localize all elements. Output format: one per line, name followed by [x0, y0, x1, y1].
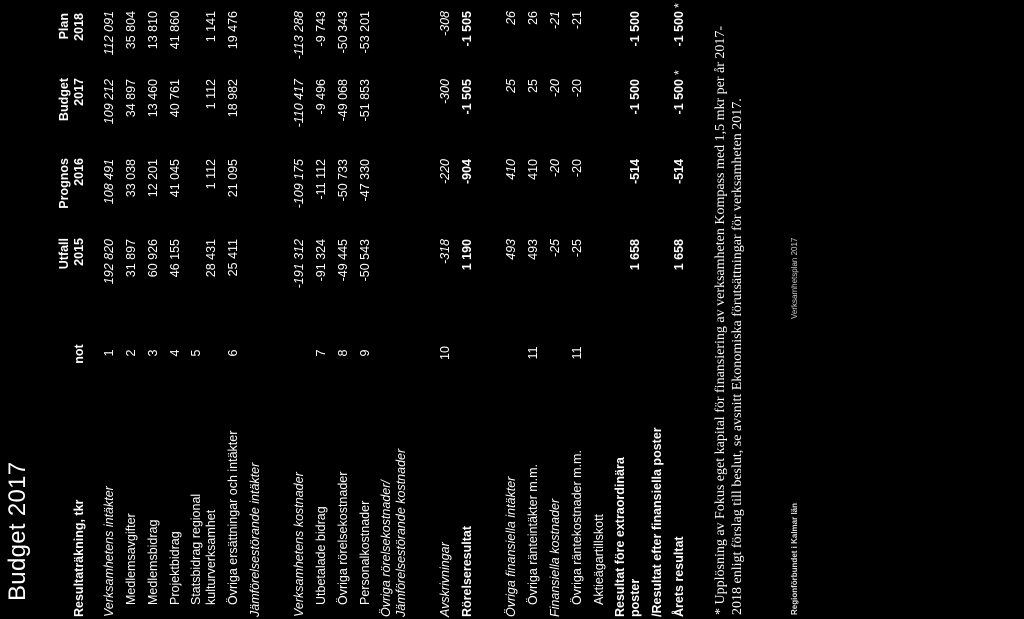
table-row — [244, 0, 266, 619]
row-note: 7 — [314, 349, 328, 357]
row-label-text: Jämförelsestörande intäkter — [248, 462, 262, 617]
row-value-col4: -308 — [438, 11, 452, 37]
row-value-col1: 1 190 — [460, 239, 474, 271]
footnote: * Upplösning av Fokus eget kapital för finansiering av verksamheten Kompass med 1,5 mkr per år 2017-2018 enligt förslag till beslut, se avsnitt Ekonomiska förutsättningar för verksamheten 2017. — [713, 25, 745, 615]
row-value-col2: 12 201 — [146, 159, 160, 198]
row-label-text: Statsbidrag regional — [189, 493, 203, 605]
row-label — [646, 427, 668, 617]
row-value-col1: -50 543 — [358, 239, 372, 282]
row-note: 5 — [189, 349, 203, 357]
row-value-col1: 493 — [526, 239, 540, 260]
table-row — [266, 0, 288, 619]
row-label-text: Medlemsavgifter — [124, 513, 138, 605]
row-label-text-line2: kulturverksamhet — [204, 509, 218, 605]
row-value-col4: 112 091 — [102, 11, 116, 56]
row-value-col2: -47 330 — [358, 159, 372, 202]
table-row — [332, 0, 354, 619]
row-note: 11 — [526, 346, 540, 360]
row-label-text: Finansiella kostnader — [548, 498, 562, 617]
row-label — [613, 457, 643, 617]
row-label-text: Avskrivningar — [438, 542, 452, 617]
row-value-col1: 192 820 — [102, 239, 116, 285]
row-value-col1: 28 431 — [204, 239, 218, 278]
row-label-text: Rörelseresultat — [460, 525, 474, 617]
row-label — [668, 536, 690, 617]
table-row — [120, 0, 142, 619]
row-value-col3: -51 853 — [358, 79, 372, 122]
row-value-col3: -300 — [438, 79, 452, 105]
row-label-text: Övriga räntekostnader m.m. — [570, 450, 584, 605]
row-label-text: Projektbidrag — [168, 531, 182, 605]
table-row — [186, 0, 222, 619]
table-row — [354, 0, 376, 619]
row-label — [310, 506, 332, 605]
row-value-col2: -220 — [438, 159, 452, 185]
table-row — [478, 0, 500, 619]
row-value-col1: 1 658 — [628, 239, 642, 271]
row-label — [379, 449, 409, 617]
row-note: 10 — [438, 346, 452, 360]
table-row — [288, 0, 310, 619]
table-row — [668, 0, 690, 619]
row-value-col3: 34 897 — [124, 79, 138, 118]
row-label-text: Utbetalade bidrag — [314, 506, 328, 605]
table-header — [54, 0, 94, 619]
row-label-text: Övriga rörelsekostnader/ — [379, 480, 393, 617]
row-value-col2: -50 733 — [336, 159, 350, 202]
row-note: 9 — [358, 349, 372, 357]
row-value-col3: -1 505 — [460, 79, 474, 115]
table-row — [544, 0, 566, 619]
row-value-col2: 41 045 — [168, 159, 182, 198]
row-value-col2: -20 — [570, 159, 584, 178]
row-value-col4: -1 500 — [672, 11, 686, 47]
row-value-col4: -21 — [570, 11, 584, 30]
table-row — [500, 0, 522, 619]
row-label-text-line2: poster — [628, 578, 642, 617]
row-label-text: Årets resultat — [672, 536, 686, 617]
row-value-col1: -191 312 — [292, 239, 306, 289]
row-value-col4: 26 — [504, 11, 518, 25]
row-value-col2: -514 — [628, 159, 642, 185]
row-value-col4: 13 810 — [146, 11, 160, 50]
row-label — [588, 514, 610, 605]
row-note: 1 — [102, 349, 116, 357]
row-value-col2: 108 491 — [102, 159, 116, 205]
row-value-col4: -50 343 — [336, 11, 350, 54]
table-row — [522, 0, 544, 619]
row-label — [120, 513, 142, 605]
row-note: 4 — [168, 349, 182, 357]
row-value-col3: 13 460 — [146, 79, 160, 118]
row-value-col1: 493 — [504, 239, 518, 260]
row-label-text: Resultat före extraordinära — [613, 457, 627, 617]
row-value-col4: 35 804 — [124, 11, 138, 50]
row-label — [566, 450, 588, 605]
row-label — [222, 431, 244, 605]
row-value-col2: -109 175 — [292, 159, 306, 209]
table-row — [434, 0, 456, 619]
row-value-col2: 21 095 — [226, 159, 240, 198]
row-label — [98, 486, 120, 617]
row-label — [288, 472, 310, 617]
row-value-col4: -113 288 — [292, 11, 306, 60]
row-value-col3: -20 — [570, 79, 584, 98]
row-value-col2: 410 — [526, 159, 540, 180]
row-value-col1: -25 — [548, 239, 562, 258]
row-note: 11 — [570, 346, 584, 360]
row-value-col1: -318 — [438, 239, 452, 265]
row-value-col2: -11 112 — [314, 159, 328, 200]
row-label-text: Övriga ersättningar och intäkter — [226, 430, 240, 605]
footer-organization: Regionförbundet i Kalmar län — [790, 502, 799, 615]
row-label — [354, 501, 376, 605]
footer-document: Verksamhetsplan 2017 — [790, 237, 799, 319]
header-label: Resultaträkning, tkr — [72, 499, 86, 617]
row-value-col4: 41 860 — [168, 11, 182, 50]
table-row — [646, 0, 668, 619]
row-value-col1: 1 658 — [672, 239, 686, 271]
row-value-col2: -20 — [548, 159, 562, 178]
row-label-text: Verksamhetens intäkter — [102, 486, 116, 617]
row-value-col3: 18 982 — [226, 79, 240, 118]
row-label — [142, 520, 164, 605]
row-value-col3: 1 112 — [204, 79, 218, 110]
row-note: 2 — [124, 349, 138, 357]
row-value-col3: -110 417 — [292, 79, 306, 128]
row-value-col1: 46 155 — [168, 239, 182, 278]
row-value-col4: -1 500 — [628, 11, 642, 47]
row-value-col3: 40 761 — [168, 79, 182, 118]
row-label — [522, 464, 544, 605]
row-value-col4: -1 505 — [460, 11, 474, 47]
row-value-col3: -20 — [548, 79, 562, 98]
table-row — [310, 0, 332, 619]
table-row — [412, 0, 434, 619]
row-label — [332, 472, 354, 605]
row-label-text: Övriga ränteintäkter m.m. — [526, 463, 540, 605]
table-row — [98, 0, 120, 619]
row-value-col3: 25 — [504, 79, 518, 93]
table-row — [610, 0, 646, 619]
row-value-col1: 25 411 — [226, 239, 240, 277]
row-label — [189, 494, 219, 605]
header-plan: Plan 2018 — [57, 13, 86, 41]
row-note: 8 — [336, 349, 350, 357]
row-value-col2: 33 038 — [124, 159, 138, 198]
row-value-col4: 26 — [526, 11, 540, 25]
row-value-col4: -9 743 — [314, 11, 328, 47]
row-value-col3: -1 500 — [672, 79, 686, 115]
header-budget: Budget 2017 — [57, 78, 86, 122]
table-row — [566, 0, 588, 619]
row-value-col4: 19 476 — [226, 11, 240, 50]
footnote-marker: * — [672, 70, 686, 75]
row-label-text-line2: Jämförelsestörande kostnader — [394, 448, 408, 617]
row-label — [544, 499, 566, 617]
row-label — [244, 463, 266, 617]
row-label-text: Övriga rörelsekostnader — [336, 471, 350, 605]
row-value-col4: -21 — [548, 11, 562, 30]
row-note: 6 — [226, 349, 240, 357]
row-label-text: Övriga finansiella intäkter — [504, 476, 518, 617]
row-value-col1: -25 — [570, 239, 584, 258]
table-row — [376, 0, 412, 619]
header-utfall: Utfall 2015 — [57, 238, 86, 270]
row-value-col2: 1 112 — [204, 159, 218, 190]
table-row — [142, 0, 164, 619]
row-value-col3: 25 — [526, 79, 540, 93]
row-label-text: Personalkostnader — [358, 500, 372, 605]
table-row — [222, 0, 244, 619]
row-value-col3: -49 068 — [336, 79, 350, 122]
row-value-col3: -1 500 — [628, 79, 642, 115]
row-label-text: Medlemsbidrag — [146, 519, 160, 605]
row-value-col1: 31 897 — [124, 239, 138, 278]
row-value-col2: -514 — [672, 159, 686, 185]
row-label-text: Aktieägartillskott — [592, 513, 606, 605]
row-value-col1: -91 324 — [314, 239, 328, 282]
row-value-col2: -904 — [460, 159, 474, 185]
row-value-col4: 1 141 — [204, 11, 218, 43]
row-note: 3 — [146, 349, 160, 357]
row-value-col4: -53 201 — [358, 11, 372, 54]
row-label-text: Verksamhetens kostnader — [292, 472, 306, 617]
row-label — [456, 526, 478, 617]
row-label — [164, 531, 186, 605]
row-label — [434, 542, 456, 617]
header-prognos: Prognos 2016 — [57, 158, 86, 209]
row-value-col1: 60 926 — [146, 239, 160, 278]
row-value-col3: 109 212 — [102, 79, 116, 125]
row-value-col2: 410 — [504, 159, 518, 180]
table-row — [164, 0, 186, 619]
row-label-text: /Resultat efter finansiella poster — [650, 427, 664, 617]
footnote-marker: * — [672, 3, 686, 8]
row-value-col1: -49 445 — [336, 239, 350, 282]
table-row — [456, 0, 478, 619]
table-row — [588, 0, 610, 619]
header-note: not — [72, 344, 86, 364]
row-value-col3: -9 496 — [314, 79, 328, 115]
page-title: Budget 2017 — [4, 461, 31, 601]
row-label — [500, 477, 522, 617]
